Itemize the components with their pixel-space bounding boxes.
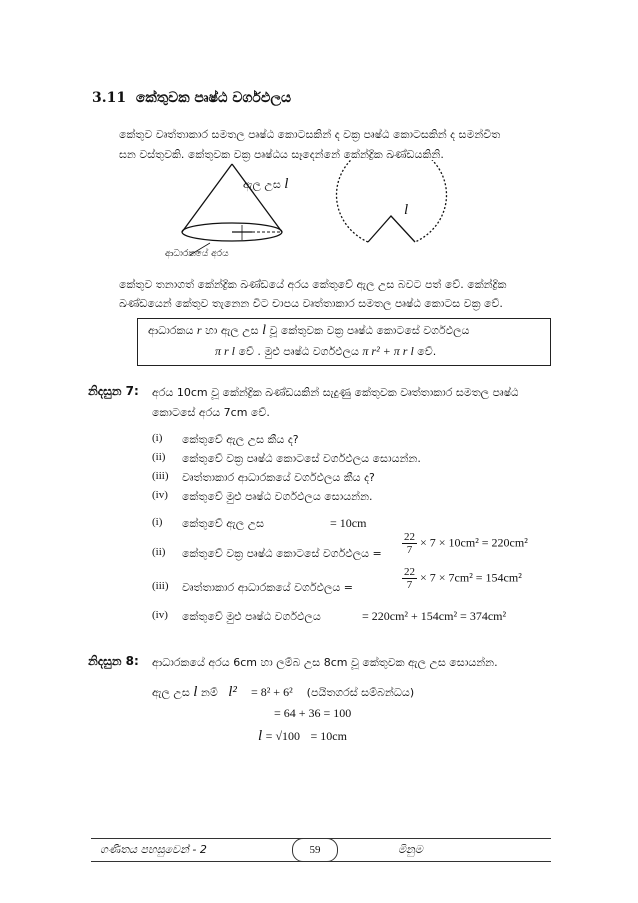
sector-radius-symbol: l <box>404 202 409 218</box>
example-7-label: නිදසුන 7: <box>88 384 139 398</box>
q-text: කේතුවේ වක්‍ර පෘෂ්ඨ කොටසේ වර්ගඵලය සොයන්න. <box>182 452 421 465</box>
example-7-statement-b: කොටසේ අරය 7cm වේ. <box>152 406 270 419</box>
example-8-statement: ආධාරකයේ අරය 6cm හා ලම්බ උස 8cm වූ කේතුවක ඇල උස සොයන්න. <box>152 656 498 669</box>
q-num: (iv) <box>152 489 168 501</box>
example-8-label: නිදසුන 8: <box>88 654 139 668</box>
q-num: (iii) <box>152 470 169 482</box>
intro-line-1: කේතුව වෘත්තාකාර සමතල පෘෂ්ඨ කොටසකින් ද වක්‍ර පෘෂ්ඨ කොටසකින් ද සමන්විත <box>119 128 501 141</box>
q-text: කේතුවේ මුළු පෘෂ්ඨ වර්ගඵලය සොයන්න. <box>182 490 373 503</box>
curved-area-formula: π r l <box>215 344 236 358</box>
slant-height-label: ඇල උස l <box>243 176 289 192</box>
a-num: (iii) <box>152 580 169 592</box>
example-7-statement-a: අරය 10cm වූ කේන්ද්‍රික ඛණ්ඩයකින් සැදුණු කේතුවක වෘත්තාකාර සමතල පෘෂ්ඨ <box>152 386 519 399</box>
a-text: කේතුවේ මුළු පෘෂ්ඨ වර්ගඵලය <box>182 610 321 623</box>
example-8-step-1: ඇල උස l නම් l² = 8² + 6² (පයිතගරස් සම්බන්ධය) <box>152 684 415 700</box>
footer-book-title: ගණිතය පහසුවෙන් - 2 <box>100 843 207 856</box>
a-result: = 220cm² + 154cm² = 374cm² <box>362 609 507 623</box>
a-text: වෘත්තාකාර ආධාරකයේ වර්ගඵලය = <box>182 581 353 594</box>
sector-drawing <box>337 160 447 242</box>
section-number: 3.11 <box>92 90 127 106</box>
base-radius-label: ආධාරකයේ අරය <box>165 249 229 259</box>
explain-line-2: ඛණ්ඩයෙන් කේතුව තැනෙන විට චාපය වෘත්තාකාර සමතල පෘෂ්ඨ කොටස වක්‍ර වේ. <box>119 297 503 310</box>
a-fraction: $\frac{22}{7}$ × 7 × 10cm² = 220cm² <box>404 531 528 556</box>
formula-box-line-2: π r l වේ . මුළු පෘෂ්ඨ වර්ගඵලය π r² + π r l වේ. <box>215 344 437 358</box>
q-num: (ii) <box>152 451 166 463</box>
a-text: කේතුවේ ඇල උස <box>182 517 264 530</box>
page-number: 59 <box>292 838 338 862</box>
a-num: (i) <box>152 516 163 528</box>
intro-line-2: ඝන වස්තුවකි. කේතුවක වක්‍ර පෘෂ්ඨය සෑදෙන්නේ කේන්ද්‍රික ඛණ්ඩයකිනි. <box>119 148 444 161</box>
formula-box-line-1: ආධාරකය r හා ඇල උස l වූ කේතුවක වක්‍ර පෘෂ්ඨ කොටසේ වර්ගඵලය <box>148 323 470 338</box>
q-text: වෘත්තාකාර ආධාරකයේ වර්ගඵලය කීය ද? <box>182 471 375 484</box>
a-num: (ii) <box>152 546 166 558</box>
q-text: කේතුවේ ඇල උස කීය ද? <box>182 433 299 446</box>
a-fraction: $\frac{22}{7}$ × 7 × 7cm² = 154cm² <box>404 566 522 591</box>
footer-chapter: මිනුම <box>398 843 423 856</box>
q-num: (i) <box>152 432 163 444</box>
a-text: කේතුවේ වක්‍ර පෘෂ්ඨ කොටසේ වර්ගඵලය = <box>182 547 382 560</box>
slant-symbol: l <box>284 176 289 192</box>
a-num: (iv) <box>152 609 168 621</box>
total-area-formula: π r² + π r l <box>362 344 414 358</box>
example-8-step-2: = 64 + 36 = 100 <box>274 706 352 720</box>
explain-line-1: කේතුව තනාගත් කේන්ද්‍රික ඛණ්ඩයේ අරය කේතුවේ ඇල උස බවට පත් වේ. කේන්ද්‍රික <box>119 278 507 291</box>
section-title-text: කේතුවක පෘෂ්ඨ වර්ගඵලය <box>135 90 292 106</box>
example-8-step-3: l = √100 = 10cm <box>258 728 347 744</box>
a-result: = 10cm <box>330 516 367 530</box>
section-title <box>92 90 291 106</box>
